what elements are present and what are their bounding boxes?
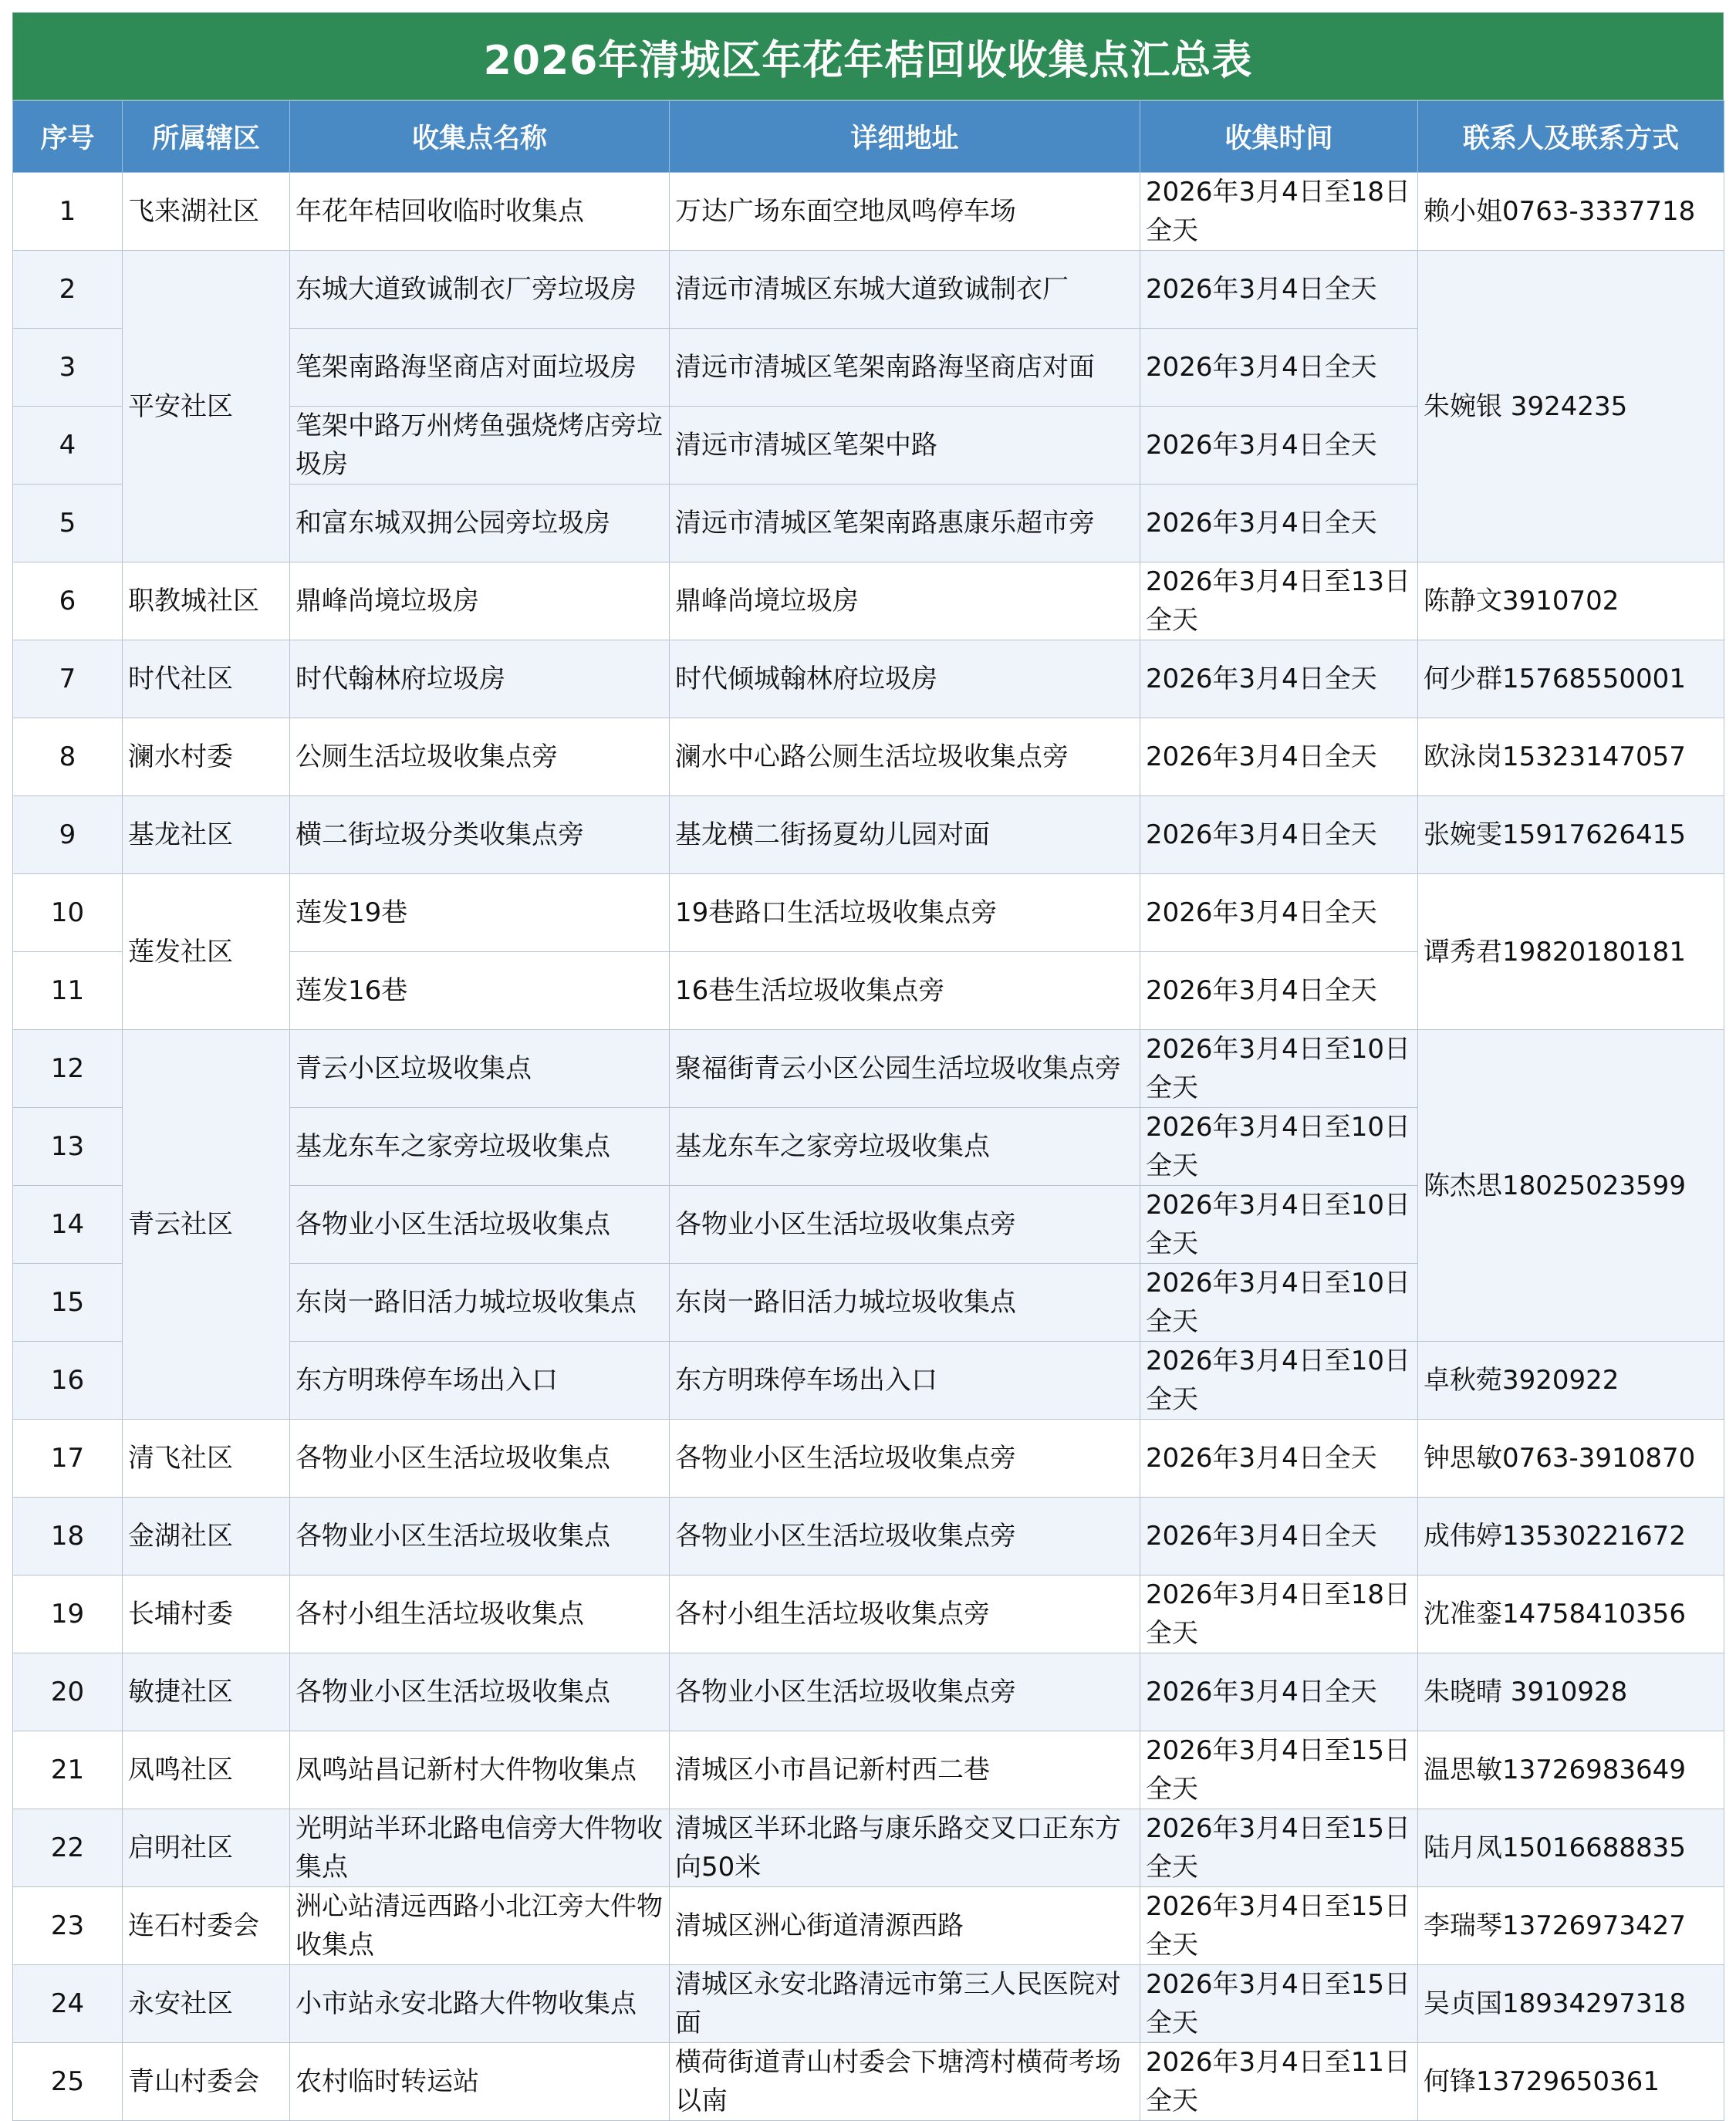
cell-no: 10 bbox=[13, 874, 123, 952]
cell-time: 2026年3月4日至15日全天 bbox=[1140, 1809, 1418, 1887]
cell-name: 年花年桔回收临时收集点 bbox=[290, 173, 670, 251]
cell-name: 各村小组生活垃圾收集点 bbox=[290, 1576, 670, 1653]
cell-address: 基龙横二街扬夏幼儿园对面 bbox=[670, 796, 1140, 874]
cell-no: 13 bbox=[13, 1108, 123, 1186]
cell-address: 清远市清城区笔架中路 bbox=[670, 407, 1140, 485]
cell-time: 2026年3月4日全天 bbox=[1140, 251, 1418, 329]
cell-district: 飞来湖社区 bbox=[123, 173, 290, 251]
cell-time: 2026年3月4日至15日全天 bbox=[1140, 1887, 1418, 1965]
cell-time: 2026年3月4日至15日全天 bbox=[1140, 1731, 1418, 1809]
header-time: 收集时间 bbox=[1140, 101, 1418, 173]
cell-no: 4 bbox=[13, 407, 123, 485]
table-row bbox=[13, 1887, 1724, 1965]
cell-name: 各物业小区生活垃圾收集点 bbox=[290, 1653, 670, 1731]
cell-district: 澜水村委 bbox=[123, 718, 290, 796]
cell-contact: 陆月凤15016688835 bbox=[1418, 1809, 1724, 1887]
cell-no: 18 bbox=[13, 1498, 123, 1576]
cell-no: 24 bbox=[13, 1965, 123, 2043]
cell-contact: 陈杰思18025023599 bbox=[1418, 1030, 1724, 1342]
cell-address: 时代倾城翰林府垃圾房 bbox=[670, 640, 1140, 718]
cell-address: 各物业小区生活垃圾收集点旁 bbox=[670, 1420, 1140, 1498]
cell-contact: 陈静文3910702 bbox=[1418, 562, 1724, 640]
cell-district: 永安社区 bbox=[123, 1965, 290, 2043]
cell-name: 东方明珠停车场出入口 bbox=[290, 1342, 670, 1420]
cell-contact: 沈准銮14758410356 bbox=[1418, 1576, 1724, 1653]
cell-contact: 吴贞国18934297318 bbox=[1418, 1965, 1724, 2043]
cell-district: 平安社区 bbox=[123, 251, 290, 562]
cell-no: 25 bbox=[13, 2043, 123, 2121]
cell-address: 各物业小区生活垃圾收集点旁 bbox=[670, 1186, 1140, 1264]
cell-contact: 卓秋菀3920922 bbox=[1418, 1342, 1724, 1420]
cell-time: 2026年3月4日全天 bbox=[1140, 407, 1418, 485]
cell-name: 各物业小区生活垃圾收集点 bbox=[290, 1420, 670, 1498]
cell-contact: 何锋13729650361 bbox=[1418, 2043, 1724, 2121]
table-row bbox=[13, 1809, 1724, 1887]
cell-name: 基龙东车之家旁垃圾收集点 bbox=[290, 1108, 670, 1186]
cell-address: 16巷生活垃圾收集点旁 bbox=[670, 952, 1140, 1030]
cell-contact: 赖小姐0763-3337718 bbox=[1418, 173, 1724, 251]
table-row bbox=[13, 640, 1724, 718]
cell-time: 2026年3月4日至13日全天 bbox=[1140, 562, 1418, 640]
header-contact: 联系人及联系方式 bbox=[1418, 101, 1724, 173]
table-row bbox=[13, 1731, 1724, 1809]
cell-address: 基龙东车之家旁垃圾收集点 bbox=[670, 1108, 1140, 1186]
cell-address: 19巷路口生活垃圾收集点旁 bbox=[670, 874, 1140, 952]
cell-time: 2026年3月4日全天 bbox=[1140, 485, 1418, 562]
table-row bbox=[13, 1576, 1724, 1653]
cell-time: 2026年3月4日至10日全天 bbox=[1140, 1186, 1418, 1264]
cell-name: 各物业小区生活垃圾收集点 bbox=[290, 1186, 670, 1264]
cell-name: 光明站半环北路电信旁大件物收集点 bbox=[290, 1809, 670, 1887]
cell-time: 2026年3月4日至18日全天 bbox=[1140, 1576, 1418, 1653]
cell-time: 2026年3月4日全天 bbox=[1140, 329, 1418, 407]
cell-name: 莲发16巷 bbox=[290, 952, 670, 1030]
cell-no: 23 bbox=[13, 1887, 123, 1965]
cell-time: 2026年3月4日至10日全天 bbox=[1140, 1030, 1418, 1108]
table-header-row bbox=[13, 101, 1724, 173]
cell-time: 2026年3月4日全天 bbox=[1140, 796, 1418, 874]
cell-time: 2026年3月4日至18日全天 bbox=[1140, 173, 1418, 251]
cell-district: 长埔村委 bbox=[123, 1576, 290, 1653]
header-district: 所属辖区 bbox=[123, 101, 290, 173]
cell-no: 5 bbox=[13, 485, 123, 562]
cell-time: 2026年3月4日全天 bbox=[1140, 640, 1418, 718]
cell-district: 敏捷社区 bbox=[123, 1653, 290, 1731]
cell-address: 清远市清城区笔架南路惠康乐超市旁 bbox=[670, 485, 1140, 562]
table-row bbox=[13, 1498, 1724, 1576]
cell-time: 2026年3月4日全天 bbox=[1140, 1420, 1418, 1498]
cell-name: 莲发19巷 bbox=[290, 874, 670, 952]
cell-time: 2026年3月4日至15日全天 bbox=[1140, 1965, 1418, 2043]
header-no: 序号 bbox=[13, 101, 123, 173]
cell-district: 金湖社区 bbox=[123, 1498, 290, 1576]
cell-time: 2026年3月4日全天 bbox=[1140, 874, 1418, 952]
cell-no: 15 bbox=[13, 1264, 123, 1342]
cell-contact: 钟思敏0763-3910870 bbox=[1418, 1420, 1724, 1498]
summary-sheet bbox=[12, 12, 1724, 2121]
cell-no: 21 bbox=[13, 1731, 123, 1809]
cell-contact: 欧泳岗15323147057 bbox=[1418, 718, 1724, 796]
cell-district: 职教城社区 bbox=[123, 562, 290, 640]
cell-no: 17 bbox=[13, 1420, 123, 1498]
cell-address: 清远市清城区东城大道致诚制衣厂 bbox=[670, 251, 1140, 329]
cell-no: 3 bbox=[13, 329, 123, 407]
cell-time: 2026年3月4日至11日全天 bbox=[1140, 2043, 1418, 2121]
cell-no: 7 bbox=[13, 640, 123, 718]
table-row bbox=[13, 2043, 1724, 2121]
cell-address: 东岗一路旧活力城垃圾收集点 bbox=[670, 1264, 1140, 1342]
cell-contact: 谭秀君19820180181 bbox=[1418, 874, 1724, 1030]
cell-name: 农村临时转运站 bbox=[290, 2043, 670, 2121]
cell-address: 清远市清城区笔架南路海坚商店对面 bbox=[670, 329, 1140, 407]
table-row bbox=[13, 1420, 1724, 1498]
cell-name: 东城大道致诚制衣厂旁垃圾房 bbox=[290, 251, 670, 329]
cell-name: 鼎峰尚境垃圾房 bbox=[290, 562, 670, 640]
cell-address: 各物业小区生活垃圾收集点旁 bbox=[670, 1498, 1140, 1576]
cell-district: 启明社区 bbox=[123, 1809, 290, 1887]
cell-time: 2026年3月4日全天 bbox=[1140, 718, 1418, 796]
cell-name: 小市站永安北路大件物收集点 bbox=[290, 1965, 670, 2043]
table-row bbox=[13, 251, 1724, 329]
cell-contact: 何少群15768550001 bbox=[1418, 640, 1724, 718]
cell-address: 清城区永安北路清远市第三人民医院对面 bbox=[670, 1965, 1140, 2043]
collection-points-table bbox=[12, 100, 1724, 2121]
cell-address: 鼎峰尚境垃圾房 bbox=[670, 562, 1140, 640]
cell-address: 各村小组生活垃圾收集点旁 bbox=[670, 1576, 1140, 1653]
cell-district: 青山村委会 bbox=[123, 2043, 290, 2121]
header-name: 收集点名称 bbox=[290, 101, 670, 173]
cell-no: 16 bbox=[13, 1342, 123, 1420]
cell-name: 笔架中路万州烤鱼强烧烤店旁垃圾房 bbox=[290, 407, 670, 485]
cell-address: 聚福街青云小区公园生活垃圾收集点旁 bbox=[670, 1030, 1140, 1108]
cell-time: 2026年3月4日至10日全天 bbox=[1140, 1108, 1418, 1186]
cell-no: 6 bbox=[13, 562, 123, 640]
cell-address: 横荷街道青山村委会下塘湾村横荷考场以南 bbox=[670, 2043, 1140, 2121]
cell-address: 清城区小市昌记新村西二巷 bbox=[670, 1731, 1140, 1809]
cell-address: 清城区半环北路与康乐路交叉口正东方向50米 bbox=[670, 1809, 1140, 1887]
cell-address: 东方明珠停车场出入口 bbox=[670, 1342, 1140, 1420]
cell-contact: 成伟婷13530221672 bbox=[1418, 1498, 1724, 1576]
cell-district: 时代社区 bbox=[123, 640, 290, 718]
cell-contact: 朱晓晴 3910928 bbox=[1418, 1653, 1724, 1731]
cell-district: 凤鸣社区 bbox=[123, 1731, 290, 1809]
cell-no: 12 bbox=[13, 1030, 123, 1108]
cell-contact: 张婉雯15917626415 bbox=[1418, 796, 1724, 874]
cell-no: 2 bbox=[13, 251, 123, 329]
table-row bbox=[13, 1965, 1724, 2043]
table-row bbox=[13, 562, 1724, 640]
page-title: 2026年清城区年花年桔回收收集点汇总表 bbox=[12, 12, 1724, 100]
cell-contact: 温思敏13726983649 bbox=[1418, 1731, 1724, 1809]
cell-district: 青云社区 bbox=[123, 1030, 290, 1420]
cell-name: 笔架南路海坚商店对面垃圾房 bbox=[290, 329, 670, 407]
cell-time: 2026年3月4日至10日全天 bbox=[1140, 1342, 1418, 1420]
cell-name: 凤鸣站昌记新村大件物收集点 bbox=[290, 1731, 670, 1809]
cell-no: 11 bbox=[13, 952, 123, 1030]
cell-name: 时代翰林府垃圾房 bbox=[290, 640, 670, 718]
cell-no: 8 bbox=[13, 718, 123, 796]
cell-name: 东岗一路旧活力城垃圾收集点 bbox=[290, 1264, 670, 1342]
cell-time: 2026年3月4日全天 bbox=[1140, 1653, 1418, 1731]
table-row bbox=[13, 796, 1724, 874]
cell-contact: 李瑞琴13726973427 bbox=[1418, 1887, 1724, 1965]
cell-address: 各物业小区生活垃圾收集点旁 bbox=[670, 1653, 1140, 1731]
cell-no: 9 bbox=[13, 796, 123, 874]
cell-name: 公厕生活垃圾收集点旁 bbox=[290, 718, 670, 796]
cell-no: 14 bbox=[13, 1186, 123, 1264]
cell-no: 19 bbox=[13, 1576, 123, 1653]
cell-name: 青云小区垃圾收集点 bbox=[290, 1030, 670, 1108]
cell-time: 2026年3月4日全天 bbox=[1140, 1498, 1418, 1576]
table-row bbox=[13, 874, 1724, 952]
cell-name: 洲心站清远西路小北江旁大件物收集点 bbox=[290, 1887, 670, 1965]
cell-name: 和富东城双拥公园旁垃圾房 bbox=[290, 485, 670, 562]
table-row bbox=[13, 173, 1724, 251]
cell-district: 清飞社区 bbox=[123, 1420, 290, 1498]
cell-contact: 朱婉银 3924235 bbox=[1418, 251, 1724, 562]
cell-district: 莲发社区 bbox=[123, 874, 290, 1030]
cell-no: 22 bbox=[13, 1809, 123, 1887]
cell-district: 连石村委会 bbox=[123, 1887, 290, 1965]
cell-address: 万达广场东面空地凤鸣停车场 bbox=[670, 173, 1140, 251]
cell-no: 20 bbox=[13, 1653, 123, 1731]
cell-time: 2026年3月4日全天 bbox=[1140, 952, 1418, 1030]
cell-address: 澜水中心路公厕生活垃圾收集点旁 bbox=[670, 718, 1140, 796]
cell-name: 横二街垃圾分类收集点旁 bbox=[290, 796, 670, 874]
cell-no: 1 bbox=[13, 173, 123, 251]
cell-name: 各物业小区生活垃圾收集点 bbox=[290, 1498, 670, 1576]
table-row bbox=[13, 1653, 1724, 1731]
header-address: 详细地址 bbox=[670, 101, 1140, 173]
cell-address: 清城区洲心街道清源西路 bbox=[670, 1887, 1140, 1965]
cell-district: 基龙社区 bbox=[123, 796, 290, 874]
table-row bbox=[13, 1030, 1724, 1108]
cell-time: 2026年3月4日至10日全天 bbox=[1140, 1264, 1418, 1342]
table-row bbox=[13, 718, 1724, 796]
